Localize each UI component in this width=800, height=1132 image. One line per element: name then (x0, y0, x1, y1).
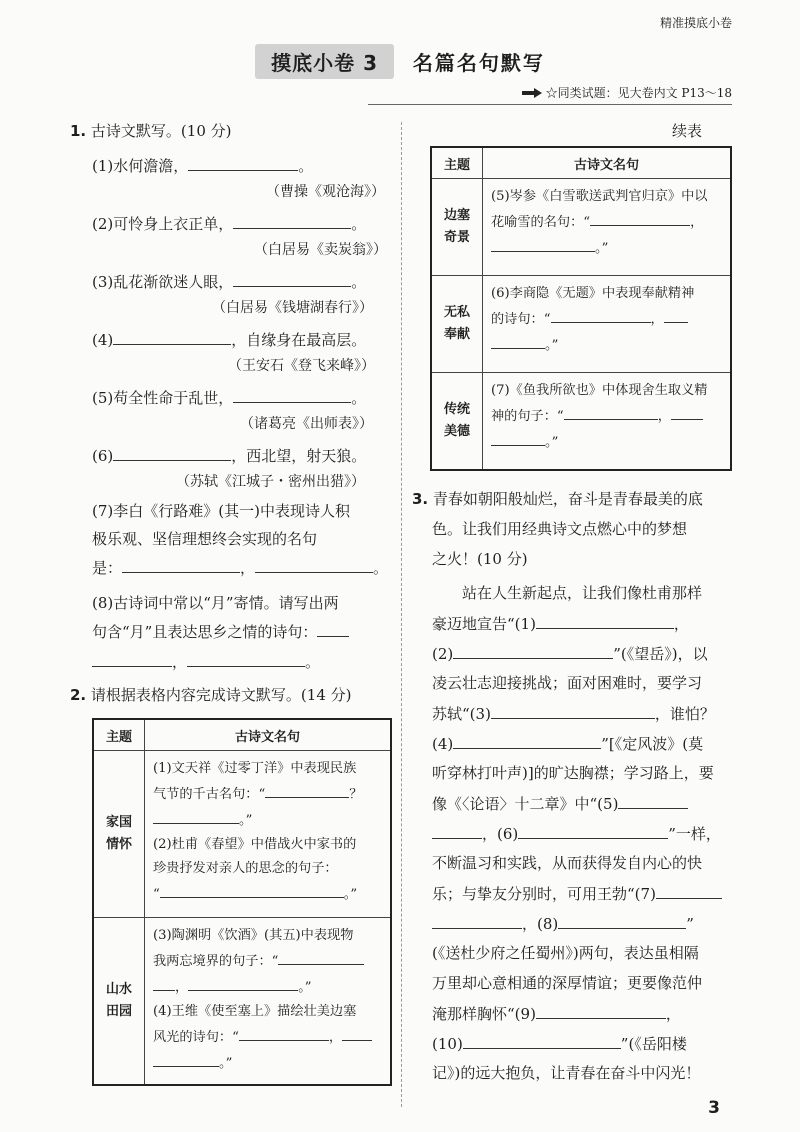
q3-para-line: (10) ”(《岳阳楼 (432, 1032, 687, 1055)
table-header-row (93, 719, 391, 751)
q3-para-line: 万里却心意相通的深厚情谊；更要像范仲 (432, 974, 703, 992)
verse-cell: (6)李商隐《无题》中表现奉献精神 的诗句：“ ， 。” (483, 276, 732, 373)
q2-stem: 2. 请根据表格内容完成诗文默写。(14 分) (70, 686, 352, 704)
q3-para-line: 不断温习和实践，从而获得发自内心的快 (432, 854, 703, 872)
verse-cell: (5)岑参《白雪歌送武判官归京》中以 花喻雪的名句：“ ， 。” (483, 179, 732, 276)
table-row (93, 918, 391, 1086)
verse-cell: (1)文天祥《过零丁洋》中表现民族 气节的千古名句：“ ？ 。” (2)杜甫《春望》中借战火中家书的 珍贵抒发对亲人的思念的句子： “ 。” (145, 751, 392, 918)
q3-para-line: 苏轼“(3) ，谁怕？ (432, 702, 715, 725)
answer-blank[interactable] (113, 328, 231, 345)
q1-source-1: （曹操《观沧海》） (266, 184, 385, 200)
answer-blank[interactable] (453, 732, 601, 749)
answer-blank[interactable] (463, 1032, 621, 1049)
q3-para-line: 豪迈地宣告“(1) ， (432, 612, 689, 635)
reference-note (522, 84, 732, 101)
q3-para-line: (《送杜少府之任蜀州》)两句，表达虽相隔 (432, 944, 699, 962)
q1-item-8-line3: ， 。 (92, 650, 320, 673)
page-number: 3 (708, 1098, 720, 1118)
answer-blank[interactable] (265, 781, 349, 798)
q3-stem-line3: 之火！(10 分) (432, 550, 528, 568)
q3-para-line: 听穿林打叶声)]的旷达胸襟；学习路上，要 (432, 764, 714, 782)
answer-blank[interactable] (664, 306, 688, 323)
table-row (431, 179, 731, 276)
answer-blank[interactable] (153, 974, 175, 991)
answer-blank[interactable] (317, 620, 349, 637)
header-theme: 主题 (93, 719, 145, 751)
verse-cell: (3)陶渊明《饮酒》(其五)中表现物 我两忘境界的句子：“ ， 。” (4)王维《使至塞上》描绘壮美边塞 风光的诗句：“ ， 。” (145, 918, 392, 1086)
answer-blank[interactable] (188, 154, 298, 171)
answer-blank[interactable] (518, 822, 668, 839)
header-verse: 古诗文名句 (145, 719, 392, 751)
q1-item-5: (5)苟全性命于乱世， 。 (92, 386, 366, 409)
q1-source-6: （苏轼《江城子・密州出猎》） (176, 474, 365, 490)
answer-blank[interactable] (491, 702, 655, 719)
title-badge: 摸底小卷 3 (255, 44, 394, 79)
header-rule (368, 104, 732, 105)
answer-blank[interactable] (239, 1024, 329, 1041)
q1-item-6: (6) ，西北望，射天狼。 (92, 444, 366, 467)
q1-item-7-line3: 是： ， 。 (92, 556, 388, 579)
answer-blank[interactable] (536, 1002, 666, 1019)
q2-table (92, 718, 392, 1086)
title-text: 名篇名句默写 (412, 51, 545, 75)
answer-blank[interactable] (160, 881, 344, 898)
answer-blank[interactable] (551, 306, 651, 323)
theme-cell: 山水 田园 (93, 918, 145, 1086)
answer-blank[interactable] (153, 1050, 219, 1067)
answer-blank[interactable] (233, 386, 351, 403)
answer-blank[interactable] (564, 403, 658, 420)
q1-source-4: （王安石《登飞来峰》） (228, 358, 375, 374)
page-title (0, 44, 800, 79)
q3-para-line: 凌云壮志迎接挑战；面对困难时，要学习 (432, 674, 703, 692)
table-header-row (431, 147, 731, 179)
answer-blank[interactable] (656, 882, 722, 899)
q3-para-line: 淹那样胸怀“(9) ， (432, 1002, 681, 1025)
theme-cell: 边塞 奇景 (431, 179, 483, 276)
q1-item-2: (2)可怜身上衣正单， 。 (92, 212, 366, 235)
table-row (431, 276, 731, 373)
q1-item-8-line2: 句含“月”且表达思乡之情的诗句： (92, 620, 349, 643)
header-theme: 主题 (431, 147, 483, 179)
theme-cell: 传统 美德 (431, 373, 483, 471)
q1-item-3: (3)乱花渐欲迷人眼， 。 (92, 270, 366, 293)
answer-blank[interactable] (590, 209, 690, 226)
answer-blank[interactable] (618, 792, 688, 809)
verse-cell: (7)《鱼我所欲也》中体现舍生取义精 神的句子：“ ， 。” (483, 373, 732, 471)
continued-table (430, 146, 732, 471)
q3-para-line: 记》)的远大抱负，让青春在奋斗中闪光！ (432, 1064, 701, 1082)
answer-blank[interactable] (453, 642, 613, 659)
q3-para-line: 站在人生新起点，让我们像杜甫那样 (462, 584, 703, 602)
q3-para-line: 乐；与挚友分别时，可用王勃“(7) (432, 882, 722, 905)
theme-cell: 无私 奉献 (431, 276, 483, 373)
answer-blank[interactable] (233, 270, 351, 287)
answer-blank[interactable] (233, 212, 351, 229)
q3-stem: 3. 青春如朝阳般灿烂，奋斗是青春最美的底 (412, 490, 703, 508)
q1-source-2: （白居易《卖炭翁》） (254, 242, 387, 258)
answer-blank[interactable] (536, 612, 674, 629)
table-row (431, 373, 731, 471)
theme-cell: 家国 情怀 (93, 751, 145, 918)
q1-item-7-line2: 极乐观、坚信理想终会实现的名句 (92, 530, 318, 548)
reference-text: ☆同类试题：见大卷内文 P13～18 (545, 86, 732, 100)
q1-item-4: (4) ，自缘身在最高层。 (92, 328, 366, 351)
header-verse: 古诗文名句 (483, 147, 732, 179)
answer-blank[interactable] (122, 556, 240, 573)
q1-item-1: (1)水何澹澹， 。 (92, 154, 313, 177)
q3-stem-line2: 色。让我们用经典诗文点燃心中的梦想 (432, 520, 688, 538)
answer-blank[interactable] (432, 822, 482, 839)
answer-blank[interactable] (113, 444, 231, 461)
q1-item-7: (7)李白《行路难》(其一)中表现诗人积 (92, 502, 350, 520)
answer-blank[interactable] (432, 912, 522, 929)
answer-blank[interactable] (278, 948, 364, 965)
continued-label: 续表 (672, 122, 703, 140)
answer-blank[interactable] (558, 912, 686, 929)
q1-source-5: （诸葛亮《出师表》） (240, 416, 373, 432)
q3-para-line: ，(6) ”一样， (432, 822, 721, 845)
answer-blank[interactable] (491, 429, 545, 446)
answer-blank[interactable] (255, 556, 373, 573)
answer-blank[interactable] (188, 974, 298, 991)
answer-blank[interactable] (342, 1024, 372, 1041)
answer-blank[interactable] (491, 235, 595, 252)
series-label: 精准摸底小卷 (659, 16, 732, 30)
q3-para-line: 像《〈论语〉十二章》中“(5) (432, 792, 688, 815)
answer-blank[interactable] (671, 403, 703, 420)
q1-source-3: （白居易《钱塘湖春行》） (212, 300, 373, 316)
column-divider (401, 122, 402, 1107)
q3-para-line: (4) ”[《定风波》(莫 (432, 732, 703, 755)
answer-blank[interactable] (187, 650, 305, 667)
answer-blank[interactable] (491, 332, 545, 349)
q1-stem: 1. 古诗文默写。(10 分) (70, 122, 232, 140)
q3-para-line: ，(8) ” (432, 912, 694, 935)
q1-item-8: (8)古诗词中常以“月”寄情。请写出两 (92, 594, 339, 612)
answer-blank[interactable] (153, 807, 239, 824)
q3-para-line: (2) ”(《望岳》)，以 (432, 642, 708, 665)
arrow-right-icon (522, 88, 542, 98)
answer-blank[interactable] (92, 650, 172, 667)
table-row (93, 751, 391, 918)
